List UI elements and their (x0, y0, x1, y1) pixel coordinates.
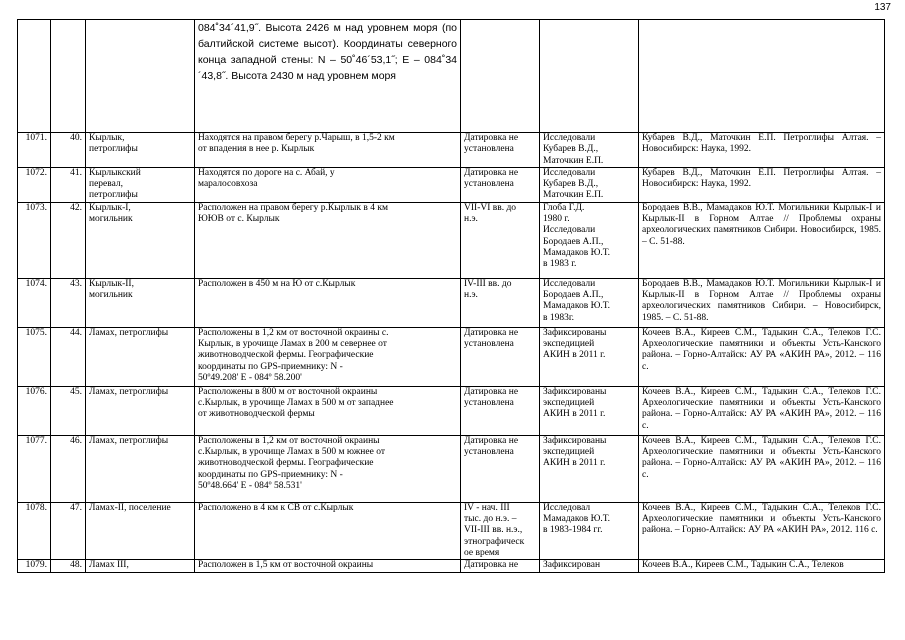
cell-location-text: Находятся по дороге на с. Абай, у маралосовхоза (198, 167, 335, 190)
cell-local-number (51, 202, 86, 278)
cell-research (540, 327, 639, 386)
cell-location-text: Расположен в 1,5 км от восточной окраины (198, 560, 374, 571)
cell-local-number-text: 43. (70, 278, 82, 289)
cell-name-text: Кырлык-II, могильник (89, 278, 134, 301)
cell-literature-text: Кочеев В.А., Киреев С.М., Тадыкин С.А., Телеков Г.С. Археологические памятники и объекты Усть-Канского района. – Горно-Алтайск: АУ РА «АКИН РА», 2012. – 116 с. (642, 386, 881, 431)
cell-research (540, 167, 639, 202)
cell-number-text: 1077. (25, 435, 47, 446)
cell-location-text: Расположен в 450 м на Ю от с.Кырлык (198, 278, 356, 289)
cell-location (195, 560, 461, 572)
table-row (18, 386, 885, 435)
cell-location (195, 202, 461, 278)
cell-dating (461, 560, 540, 572)
cell-literature (639, 278, 885, 327)
cell-dating-text: VII-VI вв. до н.э. (464, 202, 517, 225)
cell-number (18, 167, 51, 202)
cell-dating-text: Датировка не установлена (464, 435, 519, 458)
cell-name-text: Ламах-II, поселение (89, 502, 171, 513)
cell-location-text: Расположен на правом берегу р.Кырлык в 4 км ЮЮВ от с. Кырлык (198, 202, 389, 225)
cell-dating (461, 327, 540, 386)
cell-research-text: Зафиксированы экспедицией АКИН в 2011 г. (543, 327, 607, 361)
cell-number (18, 327, 51, 386)
cell-number (18, 502, 51, 559)
cell-location (195, 278, 461, 327)
cell-number-text: 1076. (25, 386, 47, 397)
table-row (18, 133, 885, 168)
monuments-table (17, 19, 885, 573)
table-row (18, 167, 885, 202)
cell-location-text: Расположены в 1,2 км от восточной окраины с. Кырлык, в урочище Ламах в 200 м севернее от животноводческой фермы. Географические координаты по GPS-приемнику: N - 50º49.208' E - 084º 58.200' (198, 327, 389, 383)
cell-literature-text: Кочеев В.А., Киреев С.М., Тадыкин С.А., Телеков (642, 560, 844, 571)
table-row (18, 327, 885, 386)
cell-name (86, 327, 195, 386)
cell-name (86, 278, 195, 327)
cell-location (195, 435, 461, 502)
table-row (18, 202, 885, 278)
cell-research-text: Зафиксированы экспедицией АКИН в 2011 г. (543, 435, 607, 469)
cell-number (18, 133, 51, 168)
cell-local-number (51, 20, 86, 133)
cell-local-number-text: 46. (70, 435, 82, 446)
cell-local-number-text: 41. (70, 167, 82, 178)
cell-literature-text: Кочеев В.А., Киреев С.М., Тадыкин С.А., Телеков Г.С. Археологические памятники и объекты Усть-Канского района. – Горно-Алтайск: АУ РА «АКИН РА», 2012. 116 с. (642, 502, 881, 536)
cell-number-text: 1071. (25, 133, 47, 143)
cell-literature-text: Кочеев В.А., Киреев С.М., Тадыкин С.А., Телеков Г.С. Археологические памятники и объекты Усть-Канского района. – Горно-Алтайск: АУ РА «АКИН РА», 2012. – 116 с. (642, 327, 881, 372)
cell-literature (639, 20, 885, 133)
cell-number-text: 1073. (25, 202, 47, 213)
cell-dating (461, 386, 540, 435)
cell-location (195, 327, 461, 386)
cell-research-text: Исследовали Кубарев В.Д., Маточкин Е.П. (543, 167, 604, 201)
cell-number-text: 1079. (25, 560, 47, 571)
cell-literature-text: Бородаев В.В., Мамадаков Ю.Т. Могильники Кырлык-I и Кырлык-II в Горном Алтае // Проблемы охраны археологических памятников Сибири. – Новосибирск, 1985. – С. 51-88. (642, 278, 881, 323)
page-number: 137 (874, 2, 891, 13)
cell-research-text: Зафиксированы экспедицией АКИН в 2011 г. (543, 386, 607, 420)
cell-name-text: Ламах, петроглифы (89, 435, 169, 446)
cell-research-text: Исследовали Бородаев А.П., Мамадаков Ю.Т. в 1983г. (543, 278, 610, 323)
cell-local-number (51, 386, 86, 435)
cell-location-text: Расположено в 4 км к СВ от с.Кырлык (198, 502, 354, 513)
cell-name (86, 502, 195, 559)
cell-number (18, 202, 51, 278)
cell-number-text: 1072. (25, 167, 47, 178)
cell-literature-text: Кубарев В.Д., Маточкин Е.П. Петроглифы Алтая. – Новосибирск: Наука, 1992. (642, 133, 881, 155)
cell-research (540, 278, 639, 327)
cell-local-number-text: 45. (70, 386, 82, 397)
cell-number-text: 1074. (25, 278, 47, 289)
cell-research-text: Исследовали Кубарев В.Д., Маточкин Е.П. (543, 133, 604, 166)
cell-research-text: Глоба Г.Д. 1980 г. Исследовали Бородаев А.П., Мамадаков Ю.Т. в 1983 г. (543, 202, 610, 270)
cell-number (18, 278, 51, 327)
cell-research-text: Исследовал Мамадаков Ю.Т. в 1983-1984 гг. (543, 502, 610, 536)
table-row (18, 560, 885, 572)
cell-number (18, 386, 51, 435)
cell-research (540, 133, 639, 168)
cell-local-number (51, 327, 86, 386)
cell-literature-text: Кубарев В.Д., Маточкин Е.П. Петроглифы Алтая. – Новосибирск: Наука, 1992. (642, 167, 881, 190)
cell-literature-text: Бородаев В.В., Мамадаков Ю.Т. Могильники Кырлык-I и Кырлык-II в Горном Алтае // Проблемы охраны археологических памятников Сибири. Новосибирск, 1985. – С. 51-88. (642, 202, 881, 247)
cell-location-text: Расположены в 800 м от восточной окраины с.Кырлык, в урочище Ламах в 500 м от западнее от животноводческой фермы (198, 386, 394, 420)
table-row (18, 502, 885, 559)
cell-literature-text: Кочеев В.А., Киреев С.М., Тадыкин С.А., Телеков Г.С. Археологические памятники и объекты Усть-Канского района. – Горно-Алтайск: АУ РА «АКИН РА», 2012. – 116 с. (642, 435, 881, 480)
cell-research (540, 560, 639, 572)
cell-number (18, 20, 51, 133)
cell-name-text: Ламах, петроглифы (89, 386, 169, 397)
cell-location (195, 167, 461, 202)
cell-name (86, 167, 195, 202)
cell-number (18, 560, 51, 572)
cell-name-text: Кырлык, петроглифы (89, 133, 138, 155)
cell-description: 084˚34´41,9˝. Высота 2426 м над уровнем моря (по балтийской системе высот). Координаты северного конца западной стены: N – 50˚46´53,1˝; E – 084˚34´43,8˝. Высота 2430 м над уровнем моря (195, 20, 461, 133)
cell-name-text: Кырлык-I, могильник (89, 202, 133, 225)
cell-dating (461, 20, 540, 133)
cell-local-number (51, 435, 86, 502)
cell-name-text: Ламах, петроглифы (89, 327, 169, 338)
cell-dating (461, 435, 540, 502)
cell-local-number (51, 560, 86, 572)
cell-dating-text: Датировка не установлена (464, 133, 519, 155)
cell-location (195, 386, 461, 435)
table-row (18, 278, 885, 327)
cell-number-text: 1078. (25, 502, 47, 513)
cell-number (18, 435, 51, 502)
cell-local-number (51, 502, 86, 559)
cell-research (540, 20, 639, 133)
cell-dating (461, 202, 540, 278)
cell-dating (461, 167, 540, 202)
cell-local-number (51, 133, 86, 168)
table-row-continuation (18, 20, 885, 133)
cell-local-number-text: 48. (70, 560, 82, 571)
cell-local-number-text: 47. (70, 502, 82, 513)
cell-local-number-text: 40. (70, 133, 82, 143)
cell-local-number (51, 167, 86, 202)
cell-literature (639, 435, 885, 502)
cell-literature (639, 560, 885, 572)
table-row (18, 435, 885, 502)
cell-research (540, 202, 639, 278)
cell-name (86, 386, 195, 435)
cell-research (540, 502, 639, 559)
cell-research (540, 386, 639, 435)
cell-name (86, 20, 195, 133)
cell-research-text: Зафиксирован (543, 560, 601, 571)
cell-literature (639, 167, 885, 202)
cell-literature (639, 202, 885, 278)
cell-local-number-text: 44. (70, 327, 82, 338)
cell-literature (639, 502, 885, 559)
cell-literature (639, 327, 885, 386)
cell-research (540, 435, 639, 502)
cell-name-text: Кырлыкский перевал, петроглифы (89, 167, 141, 201)
cell-number-text: 1075. (25, 327, 47, 338)
cell-dating-text: Датировка не установлена (464, 386, 519, 409)
cell-name (86, 435, 195, 502)
cell-dating-text: IV-III вв. до н.э. (464, 278, 512, 301)
cell-location (195, 133, 461, 168)
cell-name (86, 560, 195, 572)
cell-literature (639, 386, 885, 435)
cell-local-number-text: 42. (70, 202, 82, 213)
cell-dating (461, 133, 540, 168)
cell-dating-text: Датировка не установлена (464, 327, 519, 350)
cell-dating-text: IV - нач. III тыс. до н.э. – VII-III вв. н.э., этнографическ ое время (464, 502, 525, 558)
cell-dating (461, 278, 540, 327)
cell-location-text: Находятся на правом берегу р.Чарыш, в 1,5-2 км от впадения в нее р. Кырлык (198, 133, 395, 155)
table-body (18, 20, 885, 573)
cell-name (86, 202, 195, 278)
cell-dating-text: Датировка не установлена (464, 167, 519, 190)
cell-dating (461, 502, 540, 559)
cell-location-text: Расположены в 1,2 км от восточной окраины с.Кырлык, в урочище Ламах в 500 м южнее от животноводческой фермы. Географические координаты по GPS-приемнику: N - 50º48.664' E - 084º 58.531' (198, 435, 385, 491)
cell-literature (639, 133, 885, 168)
cell-location (195, 502, 461, 559)
cell-dating-text: Датировка не (464, 560, 519, 571)
cell-local-number (51, 278, 86, 327)
cell-name-text: Ламах III, (89, 560, 129, 571)
cell-name (86, 133, 195, 168)
